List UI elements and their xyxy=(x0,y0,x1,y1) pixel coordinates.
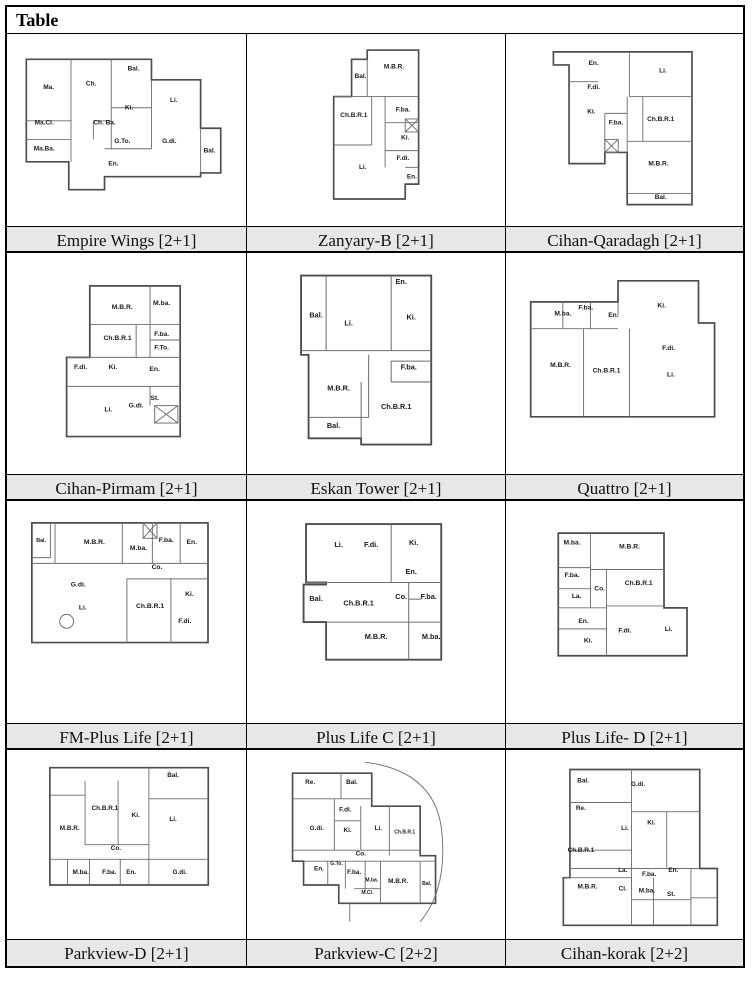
room-label: Li. xyxy=(664,626,673,634)
room-label: Li. xyxy=(78,605,87,613)
room-label: En. xyxy=(107,160,119,168)
room-label: Ch.B.R.1 xyxy=(343,598,374,608)
plan-caption: Cihan-korak [2+2] xyxy=(506,939,743,966)
room-label: F.To. xyxy=(153,344,169,352)
floorplan-drawing xyxy=(510,753,740,936)
caption-row-2 xyxy=(7,474,743,501)
room-label: En. xyxy=(588,59,599,67)
floorplan-zanyary-b xyxy=(247,34,506,226)
plan-row-4 xyxy=(7,750,743,939)
room-label: M.Cl. xyxy=(361,889,374,896)
room-label: Ch. Ba. xyxy=(92,119,116,127)
room-label: Ki. xyxy=(184,591,194,599)
room-label: Li. xyxy=(666,371,675,379)
room-label: Ch.B.R.1 xyxy=(103,335,132,343)
room-label: F.di. xyxy=(617,628,631,636)
room-label: Co. xyxy=(151,564,163,572)
plan-caption: Empire Wings [2+1] xyxy=(7,226,247,253)
exterior-wall xyxy=(26,59,220,189)
exterior-wall xyxy=(553,52,692,205)
caption-row-1 xyxy=(7,226,743,253)
room-label: F.ba. xyxy=(395,106,410,114)
plan-caption: FM-Plus Life [2+1] xyxy=(7,723,247,750)
room-label: M.B.R. xyxy=(647,160,669,168)
room-label: Ki. xyxy=(406,312,416,322)
room-label: En. xyxy=(125,868,136,876)
room-label: F.di. xyxy=(396,154,410,162)
room-label: F.di. xyxy=(661,345,675,353)
room-label: M.B.R. xyxy=(549,362,571,370)
floorplan-quattro xyxy=(506,253,743,474)
room-label: G.di. xyxy=(70,581,86,589)
room-label: Cl. xyxy=(618,885,627,893)
room-label: Ma. xyxy=(42,84,54,92)
caption-row-3 xyxy=(7,723,743,750)
floorplan-eskan-tower xyxy=(247,253,506,474)
room-label: M.B.R. xyxy=(83,539,105,547)
room-label: Bal. xyxy=(654,193,667,201)
room-label: Ch.B.R.1 xyxy=(394,829,416,836)
room-label: Li. xyxy=(103,406,112,414)
room-label: Li. xyxy=(620,824,629,832)
room-label: En. xyxy=(313,865,324,873)
plan-caption: Cihan-Pirmam [2+1] xyxy=(7,474,247,501)
floorplan-drawing xyxy=(510,504,740,719)
plan-caption: Zanyary-B [2+1] xyxy=(247,226,506,253)
room-label: F.di. xyxy=(177,618,191,626)
room-label: Ki. xyxy=(583,637,592,645)
exterior-wall xyxy=(530,281,714,417)
room-label: Bal. xyxy=(309,594,323,604)
room-label: F.ba. xyxy=(400,362,417,372)
room-label: Li. xyxy=(344,318,353,328)
floorplan-parkview-c xyxy=(247,750,506,939)
room-label: M.B.R. xyxy=(383,63,404,71)
floorplan-drawing xyxy=(11,256,243,470)
room-label: Li. xyxy=(169,97,178,105)
room-label: M.B.R. xyxy=(577,883,598,891)
room-label: Co. xyxy=(593,585,605,593)
plan-caption: Quattro [2+1] xyxy=(506,474,743,501)
room-label: Re. xyxy=(575,804,586,812)
room-label: La. xyxy=(571,593,582,601)
room-label: M.ba. xyxy=(553,310,571,318)
room-label: En. xyxy=(149,366,160,374)
room-label: Ch. xyxy=(85,80,96,88)
room-label: M.ba. xyxy=(638,887,655,895)
room-label: Bal. xyxy=(166,771,179,779)
room-label: G.di. xyxy=(128,402,144,410)
room-label: G.To. xyxy=(113,138,131,146)
room-label: Li. xyxy=(168,815,177,823)
room-label: Ki. xyxy=(108,364,117,372)
table-title: Table xyxy=(7,7,743,34)
floorplan-cihan-qaradagh xyxy=(506,34,743,226)
floorplan-cihan-korak xyxy=(506,750,743,939)
furniture-circle xyxy=(59,615,73,629)
room-label: Ch.B.R.1 xyxy=(135,603,164,611)
room-label: Ki. xyxy=(586,108,596,116)
room-label: F.ba. xyxy=(564,572,580,580)
room-label: Bal. xyxy=(326,421,341,431)
room-label: Ma.Cl. xyxy=(34,119,54,127)
room-label: M.ba. xyxy=(563,539,581,547)
room-label: Ma.Ba. xyxy=(33,145,55,153)
room-label: Ki. xyxy=(408,538,419,548)
room-label: En. xyxy=(577,618,589,626)
room-label: Bal. xyxy=(127,65,140,73)
room-label: F.ba. xyxy=(158,537,174,545)
site-boundary-arc xyxy=(365,762,443,921)
room-label: F.ba. xyxy=(420,592,437,602)
floorplan-plus-life-d xyxy=(506,501,743,723)
room-label: M.B.R. xyxy=(618,543,640,551)
room-label: G.di. xyxy=(172,868,187,876)
floorplan-drawing xyxy=(11,504,243,719)
plan-row-2 xyxy=(7,253,743,474)
floorplan-fm-plus-life xyxy=(7,501,247,723)
room-label: Ch.B.R.1 xyxy=(340,111,368,119)
room-label: M.ba. xyxy=(421,632,441,642)
room-label: En. xyxy=(406,173,417,181)
floorplan-empire-wings xyxy=(7,34,247,226)
room-label: En. xyxy=(186,539,197,547)
room-label: Ki. xyxy=(131,811,140,819)
room-label: Co. xyxy=(110,844,121,852)
room-label: Bal. xyxy=(354,72,367,80)
room-label: Re. xyxy=(304,778,315,786)
floorplan-drawing xyxy=(251,753,501,936)
room-label: F.di. xyxy=(73,364,87,372)
room-label: En. xyxy=(667,866,678,874)
plan-caption: Parkview-C [2+2] xyxy=(247,939,506,966)
floorplan-plus-life-c xyxy=(247,501,506,723)
plan-caption: Plus Life C [2+1] xyxy=(247,723,506,750)
room-label: M.ba. xyxy=(152,300,170,308)
room-label: En. xyxy=(405,567,417,577)
floorplan-parkview-d xyxy=(7,750,247,939)
room-label: F.ba. xyxy=(608,119,623,127)
room-label: M.ba. xyxy=(72,868,89,876)
room-label: Li. xyxy=(374,824,382,832)
floorplan-drawing xyxy=(11,37,243,223)
room-label: Ch.B.R.1 xyxy=(91,804,118,812)
room-label: F.di. xyxy=(363,540,379,550)
room-label: Li. xyxy=(334,540,343,550)
plan-row-1 xyxy=(7,34,743,226)
room-label: Ki. xyxy=(400,134,410,142)
room-label: St. xyxy=(149,395,159,403)
room-label: Ch.B.R.1 xyxy=(624,580,653,588)
room-label: G.To. xyxy=(330,860,343,867)
room-label: M.B.R. xyxy=(327,383,350,393)
room-label: Ki. xyxy=(343,826,352,834)
floorplan-drawing xyxy=(251,504,501,719)
room-label: Bal. xyxy=(309,310,323,320)
plan-caption: Plus Life- D [2+1] xyxy=(506,723,743,750)
room-label: F.ba. xyxy=(101,868,116,876)
plan-caption: Cihan-Qaradagh [2+1] xyxy=(506,226,743,253)
room-label: Ki. xyxy=(646,819,655,827)
room-label: Co. xyxy=(395,592,407,602)
room-label: Li. xyxy=(658,67,667,75)
room-label: M.B.R. xyxy=(364,632,388,642)
room-label: M.ba. xyxy=(129,545,147,553)
room-label: F.ba. xyxy=(577,304,593,312)
plan-caption: Parkview-D [2+1] xyxy=(7,939,247,966)
floorplan-drawing xyxy=(510,256,740,470)
room-label: G.di. xyxy=(161,138,177,146)
room-label: F.ba. xyxy=(153,331,169,339)
room-label: M.B.R. xyxy=(111,304,133,312)
room-label: Bal. xyxy=(576,777,589,785)
floorplan-drawing xyxy=(11,753,243,936)
room-label: Li. xyxy=(358,164,367,172)
room-label: M.B.R. xyxy=(387,877,408,885)
room-label: Ch.B.R.1 xyxy=(567,846,594,854)
floorplan-cihan-pirmam xyxy=(7,253,247,474)
room-label: Ch.B.R.1 xyxy=(380,402,412,412)
caption-row-4 xyxy=(7,939,743,966)
exterior-wall xyxy=(333,50,418,199)
room-label: Bal. xyxy=(421,880,432,887)
room-label: Ki. xyxy=(656,302,666,310)
room-label: Bal. xyxy=(345,778,358,786)
room-label: En. xyxy=(607,312,619,320)
room-label: La. xyxy=(617,866,627,874)
room-label: M.B.R. xyxy=(59,824,80,832)
room-label: M.ba. xyxy=(365,877,378,884)
plan-caption: Eskan Tower [2+1] xyxy=(247,474,506,501)
room-label: Ch.B.R.1 xyxy=(592,368,621,376)
room-label: F.di. xyxy=(586,84,600,92)
room-label: Ch.B.R.1 xyxy=(646,115,674,123)
room-label: F.ba. xyxy=(641,870,656,878)
floorplan-drawing xyxy=(251,37,501,223)
exterior-wall xyxy=(301,276,431,445)
exterior-wall xyxy=(292,773,435,903)
room-label: Bal. xyxy=(203,147,216,155)
room-label: Co. xyxy=(355,850,366,858)
floorplan-drawing xyxy=(251,256,501,470)
room-label: En. xyxy=(395,277,407,287)
room-label: F.ba. xyxy=(346,868,362,876)
room-label: G.di. xyxy=(630,780,645,788)
floorplan-drawing xyxy=(510,37,740,223)
room-label: St. xyxy=(666,890,675,898)
room-label: Bal. xyxy=(35,538,46,545)
plan-row-3 xyxy=(7,501,743,723)
floorplan-table xyxy=(5,5,745,968)
room-label: Ki. xyxy=(124,104,133,112)
room-label: F.di. xyxy=(338,806,352,814)
room-label: G.di. xyxy=(309,824,324,832)
